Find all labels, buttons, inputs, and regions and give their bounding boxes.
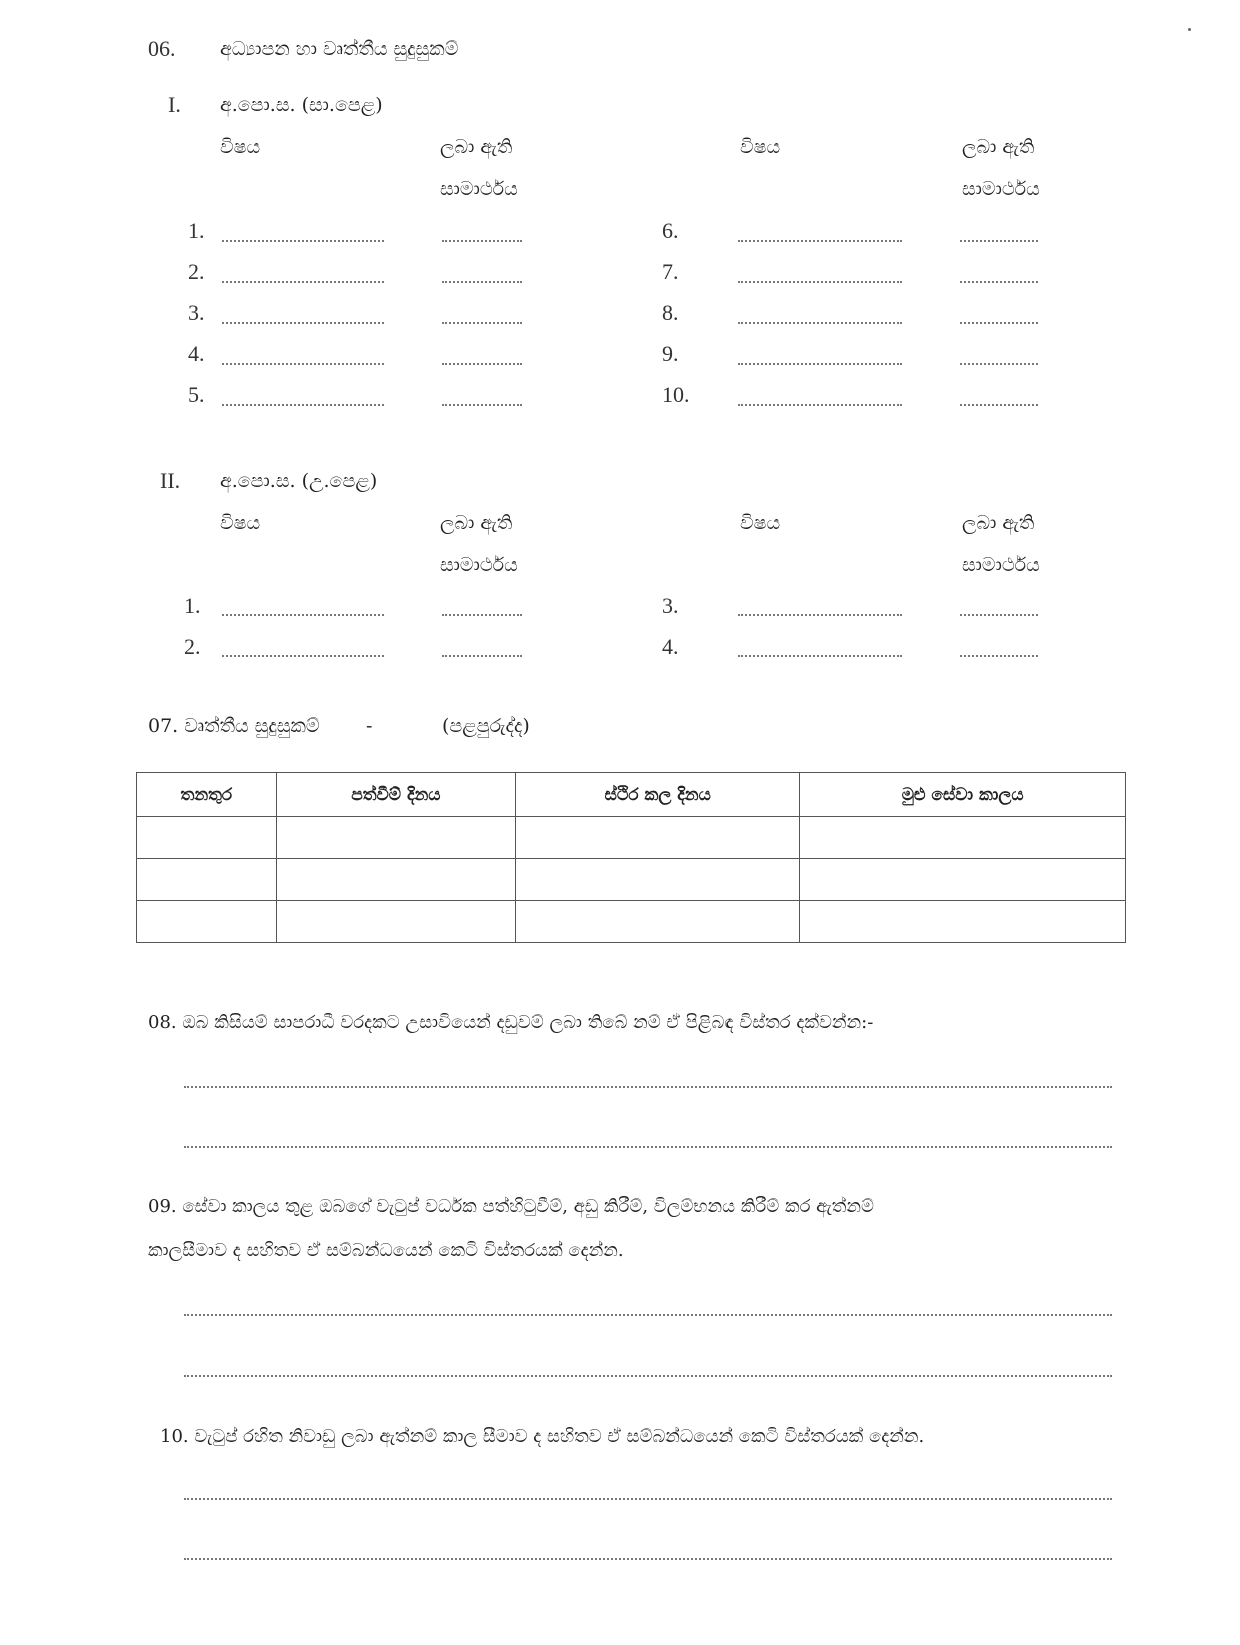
grade-blank[interactable] [960, 281, 1038, 283]
subject-blank[interactable] [738, 240, 902, 242]
table-row [137, 901, 1126, 943]
sub-i-row-number: 3. [188, 300, 205, 325]
section-07-label: 07. වෘත්තීය සුදුසුකම් [148, 715, 320, 737]
sub-i-grade-header-left-2: සාමාර්ථය [440, 178, 518, 200]
sub-ii-grade-header-left-2: සාමාර්ථය [440, 554, 518, 576]
sub-i-row-number: 2. [188, 259, 205, 284]
section-10-question: 10. වැටුප් රහිත නිවාඩු ලබා ඇත්නම් කාල සීමාව ද සහිතව ඒ සම්බන්ධයෙන් කෙටි විස්තරයක් දෙන්න. [160, 1426, 925, 1447]
section-06-title: අධ්‍යාපන හා වෘත්තීය සුදුසුකම් [220, 38, 459, 60]
table-header-row [137, 773, 1126, 817]
table-row [137, 859, 1126, 901]
sub-ii-row-number: 3. [662, 593, 679, 618]
grade-blank[interactable] [442, 240, 522, 242]
answer-line[interactable] [184, 1498, 1112, 1500]
answer-line[interactable] [184, 1558, 1112, 1560]
subject-blank[interactable] [222, 240, 384, 242]
section-09-question-line2: කාලසීමාව ද සහිතව ඒ සම්බන්ධයෙන් කෙටි විස්තරයක් දෙන්න. [148, 1240, 624, 1261]
subject-blank[interactable] [222, 322, 384, 324]
sub-i-title: අ.පො.ස. (සා.පෙළ) [220, 94, 383, 116]
sub-i-row-number: 7. [662, 259, 679, 284]
grade-blank[interactable] [960, 322, 1038, 324]
sub-i-grade-header-left-1: ලබා ඇති [440, 136, 513, 158]
grade-blank[interactable] [442, 363, 522, 365]
table-row [137, 817, 1126, 859]
grade-blank[interactable] [442, 404, 522, 406]
section-08-question: 08. ඔබ කිසියම් සාපරාධී වරදකට උසාවියෙන් දඩුවම් ලබා තිබේ නම් ඒ පිළිබඳ විස්තර දක්වන්න:- [148, 1012, 874, 1033]
subject-blank[interactable] [738, 281, 902, 283]
sub-i-subject-header-left: විෂය [220, 136, 261, 158]
col-header-confirmation-date: ස්ථිර කල දිනය [516, 773, 800, 817]
subject-blank[interactable] [222, 281, 384, 283]
grade-blank[interactable] [442, 281, 522, 283]
sub-ii-numeral: II. [160, 468, 181, 493]
sub-ii-grade-header-right-2: සාමාර්ථය [962, 554, 1040, 576]
table-cell[interactable] [800, 859, 1126, 901]
sub-ii-row-number: 1. [184, 593, 201, 618]
table-cell[interactable] [276, 859, 515, 901]
subject-blank[interactable] [738, 655, 902, 657]
answer-line[interactable] [184, 1146, 1112, 1148]
section-07-dash: - [366, 715, 373, 737]
sub-i-row-number: 9. [662, 341, 679, 366]
service-table [136, 772, 1126, 943]
answer-line[interactable] [184, 1086, 1112, 1088]
grade-blank[interactable] [442, 655, 522, 657]
subject-blank[interactable] [222, 655, 384, 657]
sub-i-row-number: 6. [662, 218, 679, 243]
grade-blank[interactable] [960, 404, 1038, 406]
sub-ii-subject-header-left: විෂය [220, 512, 261, 534]
subject-blank[interactable] [738, 363, 902, 365]
answer-line[interactable] [184, 1375, 1112, 1377]
grade-blank[interactable] [960, 614, 1038, 616]
section-09-question-line1: 09. සේවා කාලය තුළ ඔබගේ වැටුප් වර්ධක පත්හිටුවීම්, අඩු කිරීම්, විලම්භනය කිරීම් කර ඇත්නම් [148, 1196, 874, 1217]
sub-ii-row-number: 4. [662, 634, 679, 659]
grade-blank[interactable] [960, 655, 1038, 657]
sub-i-row-number: 8. [662, 300, 679, 325]
subject-blank[interactable] [738, 322, 902, 324]
sub-i-row-number: 4. [188, 341, 205, 366]
subject-blank[interactable] [222, 363, 384, 365]
grade-blank[interactable] [442, 614, 522, 616]
table-cell[interactable] [137, 901, 277, 943]
sub-i-row-number: 1. [188, 218, 205, 243]
table-cell[interactable] [276, 817, 515, 859]
table-cell[interactable] [516, 817, 800, 859]
sub-ii-title: අ.පො.ස. (උ.පෙළ) [220, 470, 378, 492]
grade-blank[interactable] [960, 363, 1038, 365]
col-header-total-service: මුළු සේවා කාලය [800, 773, 1126, 817]
subject-blank[interactable] [222, 404, 384, 406]
subject-blank[interactable] [738, 404, 902, 406]
subject-blank[interactable] [738, 614, 902, 616]
table-cell[interactable] [137, 859, 277, 901]
col-header-appointment-date: පත්වීම් දිනය [276, 773, 515, 817]
sub-ii-grade-header-left-1: ලබා ඇති [440, 512, 513, 534]
subject-blank[interactable] [222, 614, 384, 616]
sub-i-grade-header-right-1: ලබා ඇති [962, 136, 1035, 158]
table-cell[interactable] [516, 901, 800, 943]
scan-speck [1188, 28, 1191, 31]
sub-i-numeral: I. [168, 92, 181, 117]
sub-ii-row-number: 2. [184, 634, 201, 659]
table-cell[interactable] [516, 859, 800, 901]
sub-ii-grade-header-right-1: ලබා ඇති [962, 512, 1035, 534]
answer-line[interactable] [184, 1314, 1112, 1316]
sub-ii-subject-header-right: විෂය [740, 512, 781, 534]
col-header-post: තනතුර [137, 773, 277, 817]
sub-i-row-number: 5. [188, 382, 205, 407]
section-07-note: (පළපුරුද්ද) [442, 715, 530, 737]
grade-blank[interactable] [442, 322, 522, 324]
sub-i-grade-header-right-2: සාමාර්ථය [962, 178, 1040, 200]
sub-i-subject-header-right: විෂය [740, 136, 781, 158]
grade-blank[interactable] [960, 240, 1038, 242]
sub-i-row-number: 10. [662, 382, 690, 407]
section-06-number: 06. [148, 36, 176, 61]
table-cell[interactable] [276, 901, 515, 943]
table-cell[interactable] [137, 817, 277, 859]
table-cell[interactable] [800, 901, 1126, 943]
table-cell[interactable] [800, 817, 1126, 859]
